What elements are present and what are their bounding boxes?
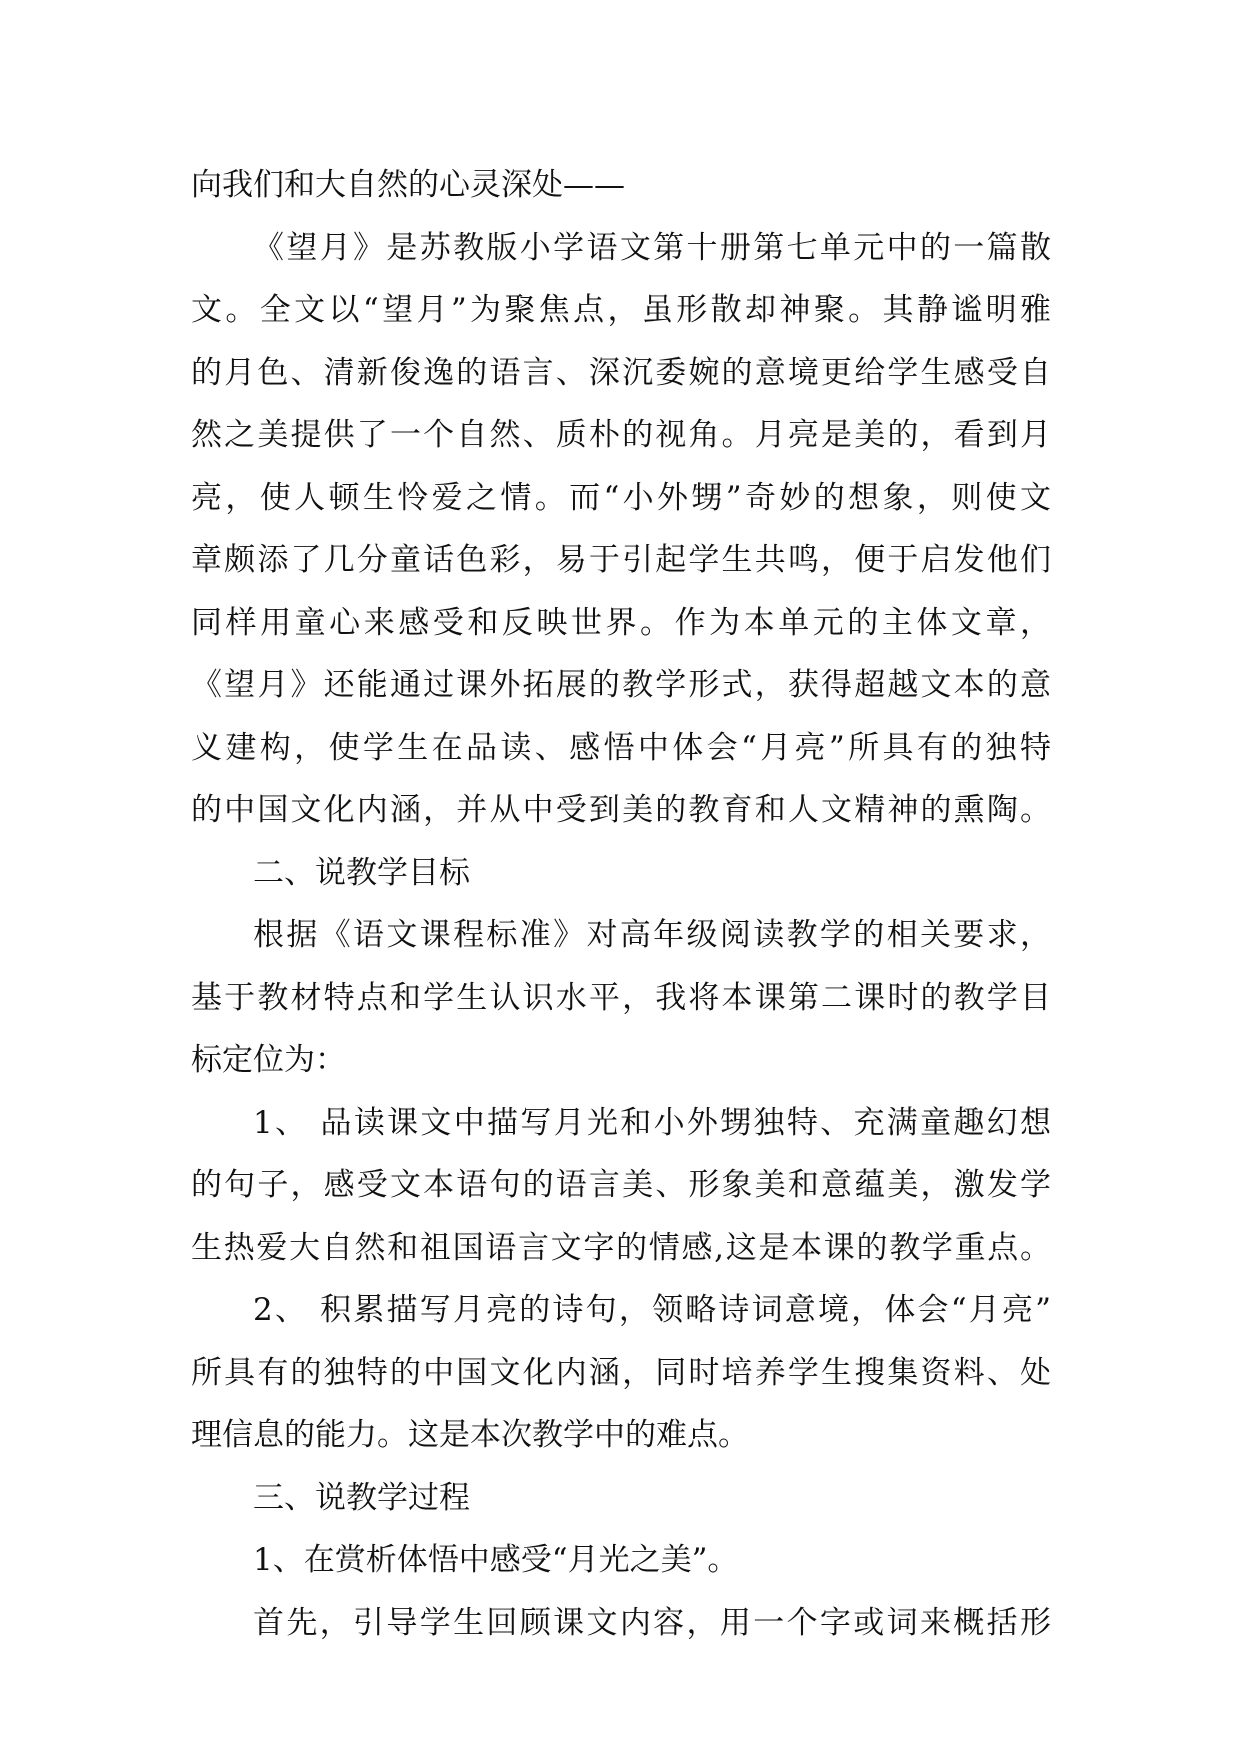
text-line: 1、在赏析体悟中感受“月光之美”。 [253,1542,739,1578]
text-line: 章颇添了几分童话色彩，易于引起学生共鸣，便于启发他们 [191,542,1051,578]
text-line: 标定位为： [191,1042,346,1078]
text-line: 然之美提供了一个自然、质朴的视角。月亮是美的，看到月 [191,417,1051,453]
text-line: 理信息的能力。这是本次教学中的难点。 [191,1417,749,1453]
text-line: 同样用童心来感受和反映世界。作为本单元的主体文章， [191,604,1051,641]
text-line: 生热爱大自然和祖国语言文字的情感,这是本课的教学重点。 [191,1229,1051,1266]
section-heading: 三、说教学过程 [253,1479,470,1516]
text-line: 亮，使人顿生怜爱之情。而“小外甥”奇妙的想象，则使文 [191,479,1051,516]
text-line: 2、 积累描写月亮的诗句，领略诗词意境，体会“月亮” [253,1292,1051,1328]
document-body [191,154,1051,1654]
text-line: 首先，引导学生回顾课文内容，用一个字或词来概括形 [253,1604,1051,1641]
text-line: 《望月》是苏教版小学语文第十册第七单元中的一篇散 [253,229,1051,266]
text-line: 文。全文以“望月”为聚焦点，虽形散却神聚。其静谧明雅 [191,292,1051,328]
text-line: 的句子，感受文本语句的语言美、形象美和意蕴美，激发学 [191,1167,1051,1203]
text-line: 基于教材特点和学生认识水平，我将本课第二课时的教学目 [191,979,1051,1016]
text-line: 义建构，使学生在品读、感悟中体会“月亮”所具有的独特 [191,729,1051,766]
text-line: 1、 品读课文中描写月光和小外甥独特、充满童趣幻想 [253,1104,1051,1141]
text-line: 根据《语文课程标准》对高年级阅读教学的相关要求， [253,917,1051,953]
text-line: 向我们和大自然的心灵深处—— [191,167,625,203]
text-line: 《望月》还能通过课外拓展的教学形式，获得超越文本的意 [191,667,1051,703]
text-line: 的中国文化内涵，并从中受到美的教育和人文精神的熏陶。 [191,792,1051,828]
section-heading: 二、说教学目标 [253,854,470,891]
text-line: 的月色、清新俊逸的语言、深沉委婉的意境更给学生感受自 [191,354,1051,391]
text-line: 所具有的独特的中国文化内涵，同时培养学生搜集资料、处 [191,1354,1051,1391]
